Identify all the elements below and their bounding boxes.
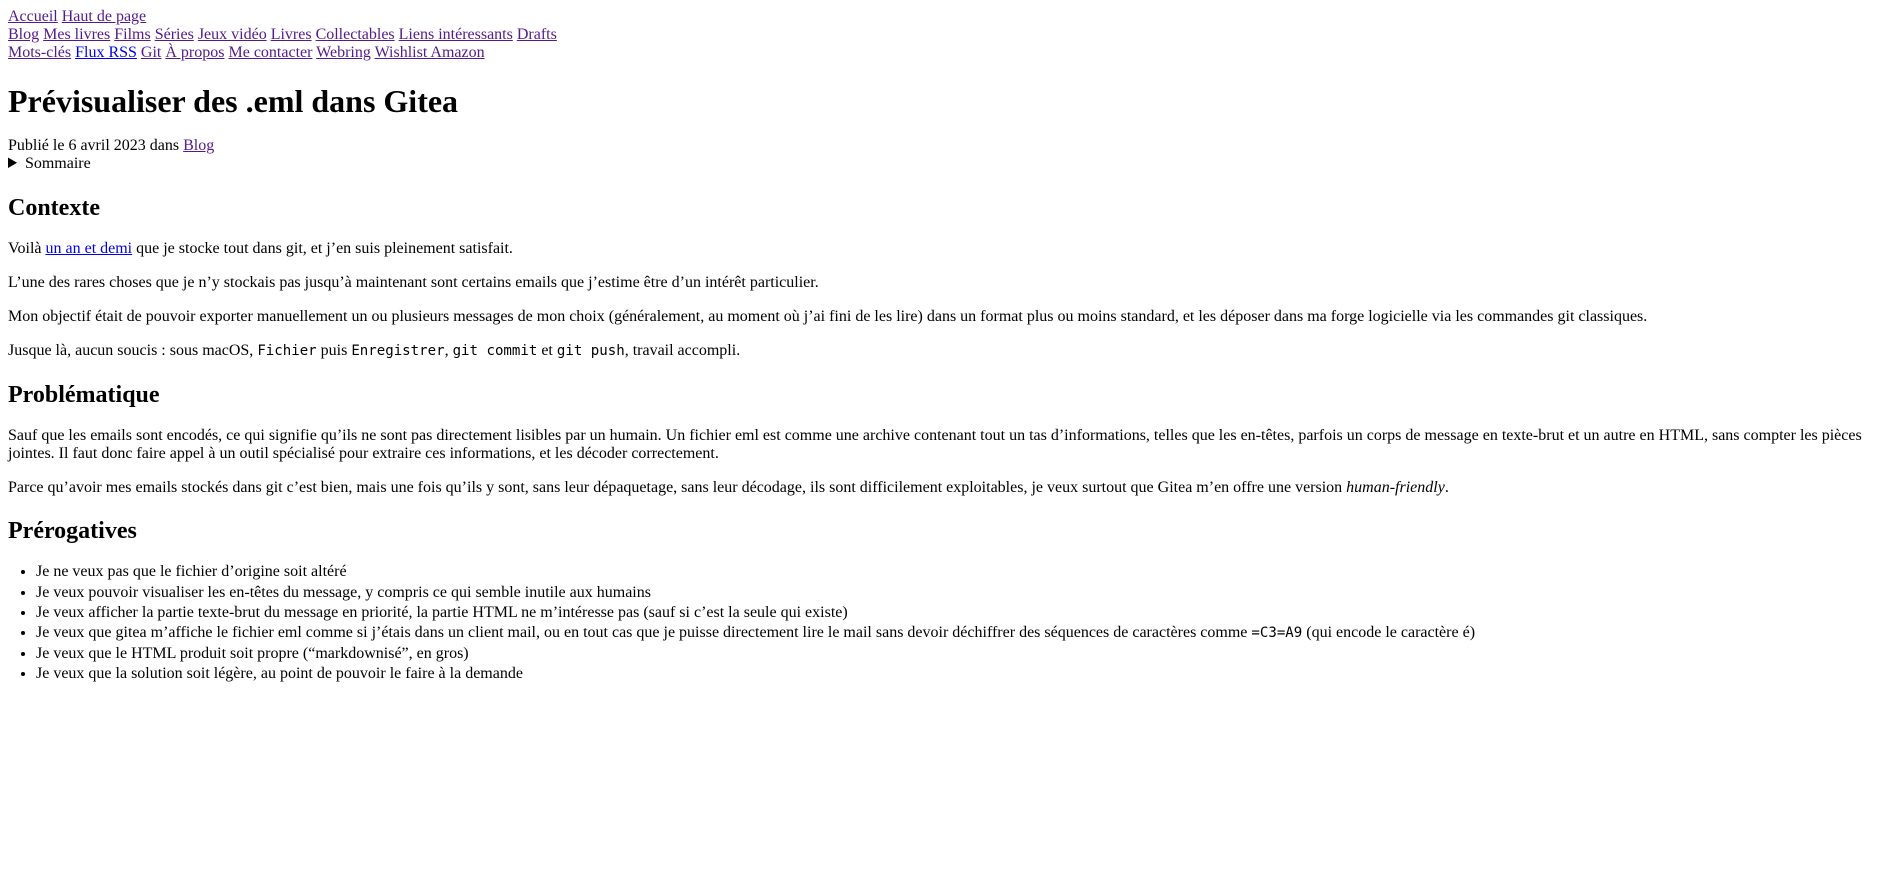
text-segment: Parce qu’avoir mes emails stockés dans git c’est bien, mais une fois qu’ils y sont, sans leur dépaquetage, sans leur décodage, ils sont difficilement exploitables, je veux surtout que Gitea m’en offre une version: [8, 478, 1347, 496]
toc-details[interactable]: [8, 155, 1869, 173]
nav-link-mes-livres[interactable]: Mes livres: [43, 26, 111, 43]
list-item: • Je veux pouvoir visualiser les en-têtes du message, y compris ce qui semble inutile aux humains: [36, 584, 1869, 602]
paragraph: [8, 240, 1869, 258]
nav-link-a-propos[interactable]: À propos: [165, 44, 225, 61]
nav-link-jeux-video[interactable]: Jeux vidéo: [197, 26, 267, 43]
inline-code: =C3=A9: [1251, 625, 1303, 642]
nav-row-misc: [8, 44, 1869, 62]
nav-link-haut-de-page[interactable]: Haut de page: [61, 8, 147, 25]
top-nav: [8, 8, 1869, 62]
nav-link-git[interactable]: Git: [140, 44, 162, 61]
post-meta: [8, 137, 1869, 155]
nav-link-series[interactable]: Séries: [154, 26, 194, 43]
text-segment: ,: [444, 341, 453, 359]
text-segment: Voilà: [8, 239, 46, 257]
text-segment: que je stocke tout dans git, et j’en suis pleinement satisfait.: [132, 239, 513, 257]
inline-code: Enregistrer: [351, 342, 445, 359]
nav-link-drafts[interactable]: Drafts: [516, 26, 557, 43]
nav-row-sections: [8, 26, 1869, 44]
paragraph: [8, 479, 1869, 497]
text-segment: et: [537, 341, 557, 359]
inline-code: git push: [556, 342, 625, 359]
inline-code: Fichier: [257, 342, 317, 359]
nav-row-top: [8, 8, 1869, 26]
nav-link-accueil[interactable]: Accueil: [8, 8, 58, 25]
section-contexte: [8, 195, 1869, 360]
text-segment: (qui encode le caractère é): [1302, 624, 1476, 642]
paragraph: Sauf que les emails sont encodés, ce qui signifie qu’ils ne sont pas directement lisibles par un humain. Un fichier eml est comme une archive contenant tout un tas d’informations, telles que les en-têtes, parfois un corps de message en texte-brut et un autre en HTML, sans compter les pièces jointes. Il faut donc faire appel à un outil spécialisé pour extraire ces informations, et les décoder correctement.: [8, 426, 1862, 462]
post-meta-text: Publié le 6 avril 2023 dans: [8, 137, 184, 155]
section-problematique: [8, 382, 1869, 497]
text-segment: Jusque là, aucun soucis : sous macOS,: [8, 341, 258, 359]
section-heading-problematique: Problématique: [8, 381, 160, 408]
nav-link-flux-rss[interactable]: Flux RSS: [75, 44, 137, 61]
text-segment: .: [1444, 478, 1449, 496]
nav-link-me-contacter[interactable]: Me contacter: [228, 44, 313, 61]
prerogatives-list: [8, 563, 1869, 683]
nav-link-blog[interactable]: Blog: [8, 26, 40, 43]
inline-code: git commit: [452, 342, 538, 359]
text-segment: , travail accompli.: [624, 341, 741, 359]
section-prerogatives: [8, 518, 1869, 683]
emphasis-text: human-friendly: [1346, 478, 1445, 496]
paragraph: Mon objectif était de pouvoir exporter manuellement un ou plusieurs messages de mon choix (généralement, au moment où j’ai fini de les lire) dans un format plus ou moins standard, et les déposer dans ma forge logicielle via les commandes git classiques.: [8, 307, 1648, 325]
nav-link-films[interactable]: Films: [114, 26, 151, 43]
list-item: [36, 624, 1869, 642]
inline-link-un-an-et-demi[interactable]: un an et demi: [45, 239, 133, 257]
category-link[interactable]: Blog: [183, 137, 215, 155]
toc-summary[interactable]: Sommaire: [24, 155, 91, 173]
nav-link-livres[interactable]: Livres: [270, 26, 312, 43]
page-title: Prévisualiser des .eml dans Gitea: [8, 82, 459, 119]
article: [8, 83, 1869, 683]
text-segment: Je veux que gitea m’affiche le fichier eml comme si j’étais dans un client mail, ou en tout cas que je puisse directement lire le mail sans devoir déchiffrer des séquences de caractères comme: [36, 624, 1252, 642]
list-item: • Je veux que le HTML produit soit propre (“markdownisé”, en gros): [36, 645, 1869, 663]
nav-link-liens-interessants[interactable]: Liens intéressants: [398, 26, 513, 43]
nav-link-wishlist-amazon[interactable]: Wishlist Amazon: [374, 44, 485, 61]
text-segment: puis: [316, 341, 352, 359]
section-heading-prerogatives: Prérogatives: [8, 518, 137, 545]
nav-link-mots-cles[interactable]: Mots-clés: [8, 44, 72, 61]
section-heading-contexte: Contexte: [8, 194, 100, 221]
list-item: • Je veux afficher la partie texte-brut du message en priorité, la partie HTML ne m’intéresse pas (sauf si c’est la seule qui existe): [36, 604, 1869, 622]
paragraph: [8, 342, 1869, 360]
paragraph: L’une des rares choses que je n’y stockais pas jusqu’à maintenant sont certains emails que j’estime être d’un intérêt particulier.: [8, 273, 819, 291]
list-item: • Je veux que la solution soit légère, au point de pouvoir le faire à la demande: [36, 665, 1869, 683]
nav-link-webring[interactable]: Webring: [316, 44, 371, 61]
list-item: • Je ne veux pas que le fichier d’origine soit altéré: [36, 563, 1869, 581]
nav-link-collectables[interactable]: Collectables: [315, 26, 395, 43]
